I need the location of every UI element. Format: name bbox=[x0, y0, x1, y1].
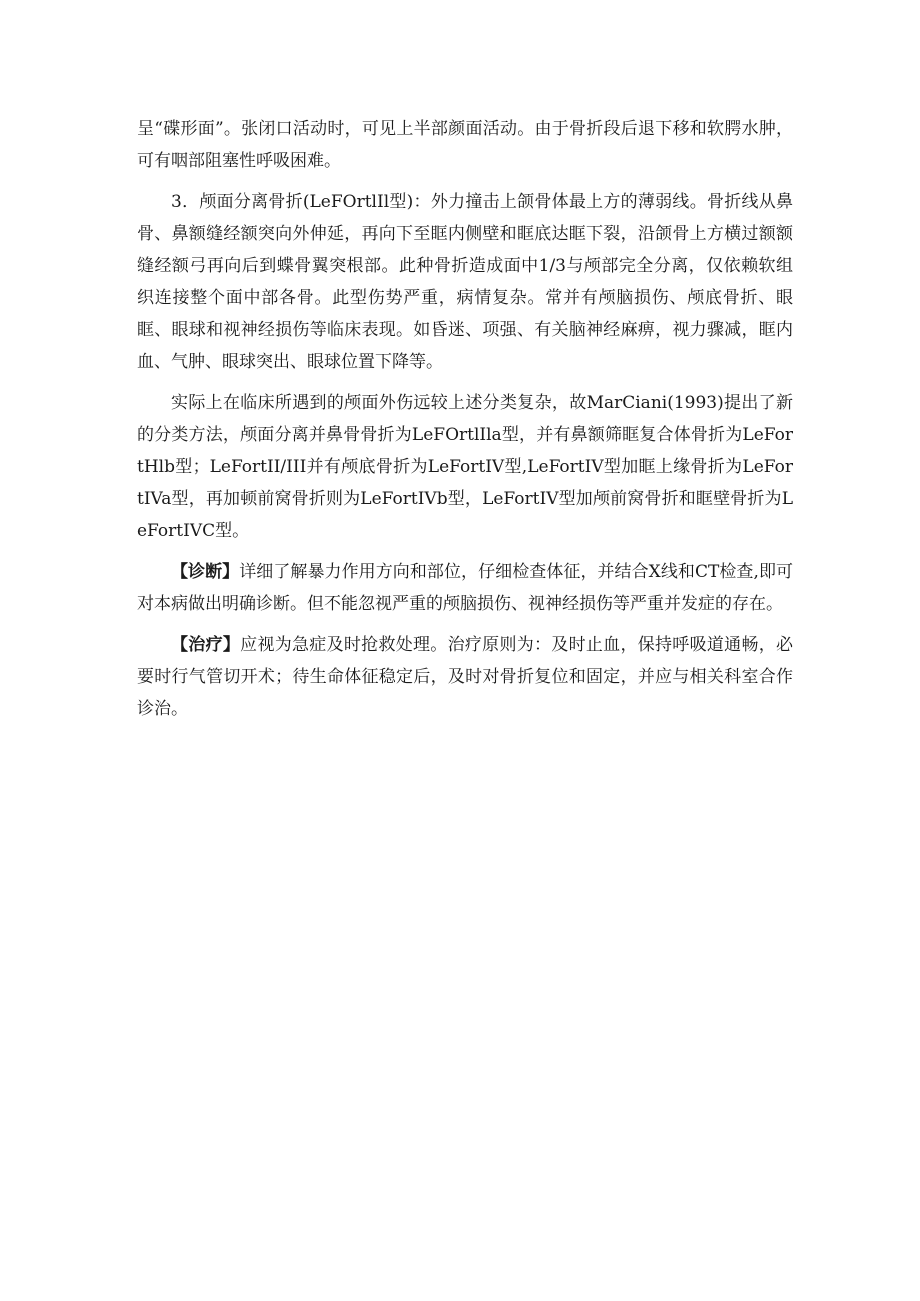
diagnosis-heading: 【诊断】 bbox=[171, 562, 240, 582]
paragraph-diagnosis bbox=[137, 556, 793, 620]
paragraph-marciani-classification: 实际上在临床所遇到的颅面外伤远较上述分类复杂，故MarCiani(1993)提出了新的分类方法，颅面分离并鼻骨骨折为LeFOrtlIla型，并有鼻额筛眶复合体骨折为LeFortHlb型；LeFortII/III并有颅底骨折为LeFortIV型,LeFortIV型加眶上缘骨折为LeFortIVa型，再加顿前窝骨折则为LeFortIVb型，LeFortIV型加颅前窝骨折和眶壁骨折为LeFortIVC型。 bbox=[137, 393, 793, 541]
treatment-heading: 【治疗】 bbox=[171, 635, 241, 655]
paragraph-lefort-iii: 3．颅面分离骨折(LeFOrtlIl型)：外力撞击上颌骨体最上方的薄弱线。骨折线从鼻骨、鼻额缝经额突向外伸延，再向下至眶内侧壁和眶底达眶下裂，沿颌骨上方横过额额缝经额弓再向后到蝶骨翼突根部。此种骨折造成面中1/3与颅部完全分离，仅依赖软组织连接整个面中部各骨。此型伤势严重，病情复杂。常并有颅脑损伤、颅底骨折、眼眶、眼球和视神经损伤等临床表现。如昏迷、项强、有关脑神经麻痹，视力骤减，眶内血、气肿、眼球突出、眼球位置下降等。 bbox=[137, 192, 793, 372]
paragraph-treatment bbox=[137, 629, 793, 725]
document-body bbox=[137, 113, 793, 734]
treatment-text: 应视为急症及时抢救处理。治疗原则为：及时止血，保持呼吸道通畅，必要时行气管切开术；待生命体征稳定后，及时对骨折复位和固定，并应与相关科室合作诊治。 bbox=[137, 635, 794, 719]
paragraph-continuation: 呈“碟形面”。张闭口活动时，可见上半部颜面活动。由于骨折段后退下移和软腭水肿，可有咽部阻塞性呼吸困难。 bbox=[137, 119, 793, 171]
diagnosis-text: 详细了解暴力作用方向和部位，仔细检查体征，并结合X线和CT检查,即可对本病做出明确诊断。但不能忽视严重的颅脑损伤、视神经损伤等严重并发症的存在。 bbox=[137, 562, 794, 614]
